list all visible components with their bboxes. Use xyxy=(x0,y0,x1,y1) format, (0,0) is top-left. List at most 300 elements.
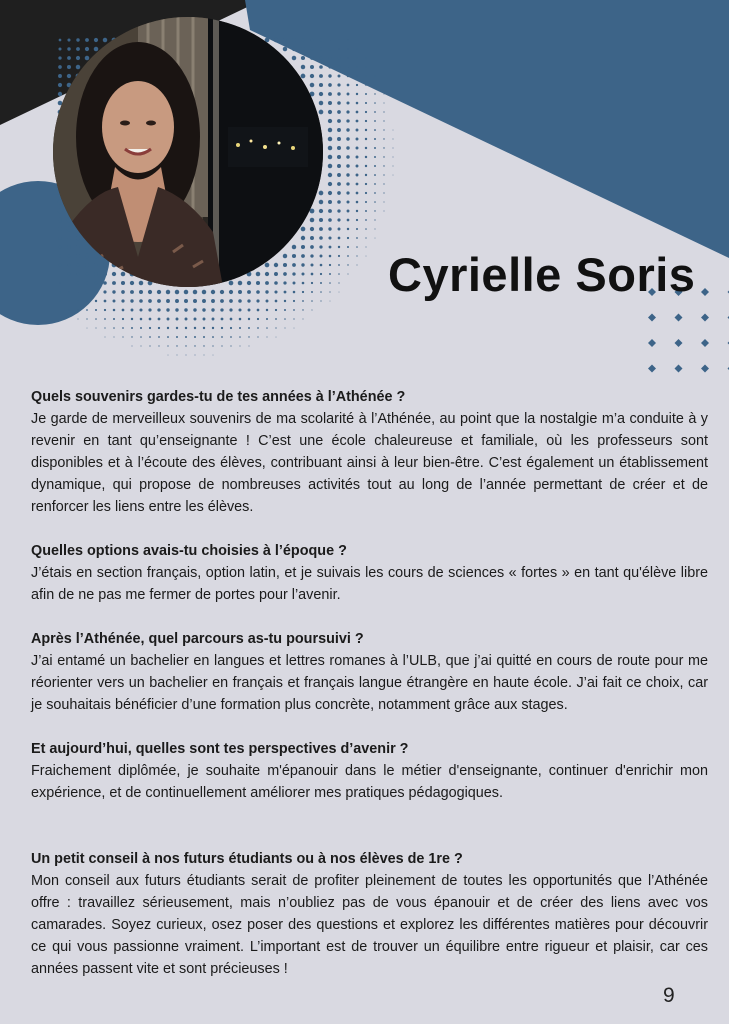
halftone-dot xyxy=(249,346,250,347)
halftone-dot xyxy=(58,65,62,69)
halftone-dot xyxy=(347,237,349,239)
halftone-dot xyxy=(76,47,80,51)
halftone-dot xyxy=(194,327,196,329)
halftone-dot xyxy=(319,227,323,231)
halftone-dot xyxy=(148,290,152,294)
halftone-dot xyxy=(328,128,332,132)
halftone-dot xyxy=(310,56,314,60)
halftone-dot xyxy=(275,327,276,328)
halftone-dot xyxy=(103,263,107,267)
halftone-dot xyxy=(283,263,287,267)
halftone-dot xyxy=(310,227,314,231)
halftone-dot xyxy=(301,47,305,51)
halftone-dot xyxy=(374,228,375,229)
halftone-dot xyxy=(238,299,242,303)
halftone-dot xyxy=(292,263,296,267)
halftone-dot xyxy=(256,281,260,285)
halftone-dot xyxy=(121,299,124,302)
halftone-dot xyxy=(292,56,297,61)
halftone-dot xyxy=(203,318,206,321)
halftone-dot xyxy=(184,290,189,295)
halftone-dot xyxy=(338,39,340,41)
halftone-dot xyxy=(374,147,376,149)
halftone-dot xyxy=(103,38,107,42)
halftone-dot xyxy=(365,183,367,185)
halftone-dot xyxy=(103,272,107,276)
halftone-dot xyxy=(347,228,349,230)
halftone-dot xyxy=(283,281,286,284)
halftone-dot xyxy=(157,299,161,303)
halftone-dot xyxy=(347,84,350,87)
halftone-dot xyxy=(337,191,341,195)
halftone-dot xyxy=(346,119,349,122)
halftone-dot xyxy=(122,336,123,337)
halftone-dot xyxy=(328,65,331,68)
halftone-dot xyxy=(175,299,179,303)
halftone-dot xyxy=(302,309,303,310)
halftone-dot xyxy=(77,309,78,310)
halftone-dot xyxy=(76,254,80,258)
halftone-dot xyxy=(148,308,151,311)
halftone-dot xyxy=(220,299,224,303)
halftone-dot xyxy=(293,318,294,319)
halftone-dot xyxy=(274,272,278,276)
halftone-dot xyxy=(347,210,350,213)
halftone-dot xyxy=(301,263,304,266)
halftone-dot xyxy=(365,147,367,149)
halftone-dot xyxy=(194,318,197,321)
halftone-dot xyxy=(113,318,115,320)
halftone-dot xyxy=(330,301,331,302)
halftone-dot xyxy=(166,308,169,311)
halftone-dot xyxy=(176,318,179,321)
halftone-dot xyxy=(365,129,367,131)
halftone-dot xyxy=(374,75,375,76)
halftone-dot xyxy=(329,39,331,41)
halftone-dot xyxy=(301,227,306,232)
halftone-dot xyxy=(319,56,322,59)
halftone-dot xyxy=(293,282,296,285)
halftone-dot xyxy=(256,290,260,294)
halftone-dot xyxy=(375,67,376,68)
profile-photo xyxy=(53,17,323,287)
halftone-dot xyxy=(356,111,359,114)
halftone-dot xyxy=(248,309,251,312)
halftone-dot xyxy=(247,290,251,294)
halftone-dot xyxy=(311,309,312,310)
halftone-dot xyxy=(383,138,384,139)
halftone-dot xyxy=(356,84,358,86)
halftone-dot xyxy=(319,110,324,115)
halftone-dot xyxy=(122,327,124,329)
halftone-dot xyxy=(247,299,250,302)
halftone-dot xyxy=(356,165,359,168)
halftone-dot xyxy=(338,57,340,59)
halftone-dot xyxy=(346,164,349,167)
halftone-dot xyxy=(301,236,305,240)
halftone-dot xyxy=(302,300,304,302)
halftone-dot xyxy=(328,209,332,213)
halftone-dot xyxy=(176,345,177,346)
halftone-dot xyxy=(76,56,80,60)
halftone-dot xyxy=(328,227,331,230)
halftone-dot xyxy=(310,254,313,257)
halftone-dot xyxy=(374,120,376,122)
halftone-dot xyxy=(95,291,98,294)
halftone-dot xyxy=(248,318,250,320)
halftone-dot xyxy=(257,327,259,329)
halftone-dot xyxy=(328,155,333,160)
halftone-dot xyxy=(356,93,358,95)
halftone-dot xyxy=(310,65,314,69)
halftone-dot xyxy=(356,39,357,40)
halftone-dot xyxy=(293,291,296,294)
halftone-dot xyxy=(257,318,259,320)
halftone-dot xyxy=(329,246,332,249)
halftone-dot xyxy=(266,300,269,303)
halftone-dot xyxy=(185,318,188,321)
question-1: Quels souvenirs gardes-tu de tes années à l’Athénée ? xyxy=(31,389,406,405)
halftone-dot xyxy=(195,355,196,356)
halftone-dot xyxy=(158,327,160,329)
halftone-dot xyxy=(393,130,394,131)
halftone-dot xyxy=(329,273,331,275)
halftone-dot xyxy=(284,327,285,328)
halftone-dot xyxy=(356,66,358,68)
halftone-dot xyxy=(274,290,277,293)
halftone-dot xyxy=(275,318,277,320)
halftone-dot xyxy=(276,337,277,338)
halftone-dot xyxy=(274,38,278,42)
halftone-dot xyxy=(356,147,359,150)
halftone-dot xyxy=(347,57,349,59)
halftone-dot xyxy=(319,65,323,69)
halftone-dot xyxy=(167,318,170,321)
halftone-dot xyxy=(356,183,359,186)
halftone-dot xyxy=(221,327,223,329)
halftone-dot xyxy=(85,254,89,258)
halftone-dot xyxy=(121,281,125,285)
halftone-dot xyxy=(303,319,304,320)
halftone-dot xyxy=(374,138,376,140)
halftone-dot xyxy=(220,290,224,294)
halftone-dot xyxy=(230,345,231,346)
halftone-dot xyxy=(166,290,170,294)
halftone-dot xyxy=(68,300,70,302)
halftone-dot xyxy=(310,245,314,249)
person-name-title: Cyrielle Soris xyxy=(388,248,696,302)
halftone-dot xyxy=(328,137,332,141)
question-3: Après l’Athénée, quel parcours as-tu poursuivi ? xyxy=(31,631,364,647)
diamond-dot xyxy=(701,365,709,373)
halftone-dot xyxy=(284,291,287,294)
halftone-dot xyxy=(94,38,98,42)
halftone-dot xyxy=(148,299,152,303)
halftone-dot xyxy=(292,38,296,42)
halftone-dot xyxy=(338,48,340,50)
halftone-dot xyxy=(328,74,331,77)
halftone-dot xyxy=(139,308,142,311)
halftone-dot xyxy=(365,210,367,212)
halftone-dot xyxy=(230,336,232,338)
halftone-dot xyxy=(393,157,394,158)
halftone-dot xyxy=(337,101,341,105)
halftone-dot xyxy=(139,281,144,286)
halftone-dot xyxy=(365,165,367,167)
halftone-dot xyxy=(337,218,340,221)
halftone-dot xyxy=(274,263,278,267)
halftone-dot xyxy=(374,201,376,203)
halftone-dot xyxy=(365,228,367,230)
halftone-dot xyxy=(58,209,62,213)
halftone-dot xyxy=(220,308,223,311)
halftone-dot xyxy=(365,57,366,58)
halftone-dot xyxy=(58,83,62,87)
halftone-dot xyxy=(58,227,62,231)
halftone-dot xyxy=(356,129,359,132)
halftone-dot xyxy=(167,327,169,329)
halftone-dot xyxy=(383,120,384,121)
halftone-dot xyxy=(94,254,99,259)
halftone-dot xyxy=(301,38,304,41)
halftone-dot xyxy=(67,56,71,60)
halftone-dot xyxy=(59,273,61,275)
halftone-dot xyxy=(104,327,105,328)
halftone-dot xyxy=(346,155,349,158)
diamond-dot xyxy=(701,339,709,347)
halftone-dot xyxy=(193,290,198,295)
halftone-dot xyxy=(67,245,71,249)
halftone-dot xyxy=(77,318,78,319)
halftone-dot xyxy=(329,48,332,51)
halftone-dot xyxy=(337,209,340,212)
halftone-dot xyxy=(356,255,357,256)
halftone-dot xyxy=(366,256,367,257)
halftone-dot xyxy=(140,318,143,321)
halftone-dot xyxy=(320,264,323,267)
halftone-dot xyxy=(105,337,106,338)
halftone-dot xyxy=(202,308,205,311)
halftone-dot xyxy=(337,164,341,168)
halftone-dot xyxy=(292,245,296,249)
halftone-dot xyxy=(86,282,89,285)
halftone-dot xyxy=(86,291,89,294)
halftone-dot xyxy=(328,92,332,96)
halftone-dot xyxy=(239,345,240,346)
halftone-dot xyxy=(58,218,62,222)
halftone-dot xyxy=(229,281,234,286)
halftone-dot xyxy=(347,66,349,68)
halftone-dot xyxy=(229,299,233,303)
halftone-dot xyxy=(203,336,205,338)
halftone-dot xyxy=(356,75,358,77)
halftone-dot xyxy=(319,218,323,222)
halftone-dot xyxy=(383,183,384,184)
halftone-dot xyxy=(167,345,168,346)
halftone-dot xyxy=(320,255,323,258)
halftone-dot xyxy=(356,192,359,195)
halftone-dot xyxy=(393,139,394,140)
halftone-dot xyxy=(365,75,367,77)
halftone-dot xyxy=(77,300,79,302)
halftone-dot xyxy=(149,327,151,329)
halftone-dot xyxy=(383,111,384,112)
halftone-dot xyxy=(212,345,213,346)
halftone-dot xyxy=(320,282,322,284)
qa-block-1 xyxy=(31,386,708,518)
halftone-dot xyxy=(374,93,375,94)
halftone-dot xyxy=(347,48,349,50)
halftone-dot xyxy=(275,309,277,311)
halftone-dot xyxy=(310,83,315,88)
halftone-dot xyxy=(301,254,305,258)
halftone-dot xyxy=(357,265,358,266)
halftone-dot xyxy=(184,299,188,303)
halftone-dot xyxy=(265,290,268,293)
halftone-dot xyxy=(320,48,323,51)
halftone-dot xyxy=(77,291,79,293)
halftone-dot xyxy=(112,281,116,285)
halftone-dot xyxy=(284,309,286,311)
halftone-dot xyxy=(67,38,70,41)
halftone-dot xyxy=(76,38,79,41)
halftone-dot xyxy=(177,355,178,356)
halftone-dot xyxy=(85,245,90,250)
halftone-dot xyxy=(140,327,142,329)
answer-5: Mon conseil aux futurs étudiants serait de profiter pleinement de toutes les opportunités que l’Athénée offre : travaillez sérieusement, mais n’oubliez pas de vous épanouir et de créer des liens avec vos camarades. Soyez curieux, osez poser des questions et explorez les différentes matières pour découvrir ce qui vous passionne vraiment. L’important est de trouver un équilibre entre rigueur et plaisir, car ces années passent vite et sont précieuses ! xyxy=(31,873,708,977)
halftone-dot xyxy=(393,148,394,149)
halftone-dot xyxy=(68,291,70,293)
halftone-dot xyxy=(294,328,295,329)
halftone-dot xyxy=(103,281,107,285)
halftone-dot xyxy=(383,174,384,175)
halftone-dot xyxy=(76,245,80,249)
halftone-dot xyxy=(311,291,313,293)
halftone-dot xyxy=(85,272,88,275)
halftone-dot xyxy=(319,74,323,78)
halftone-dot xyxy=(365,246,366,247)
halftone-dot xyxy=(374,183,376,185)
halftone-dot xyxy=(310,209,315,214)
answer-1: Je garde de merveilleux souvenirs de ma scolarité à l’Athénée, au point que la nostalgie m’a conduite à y revenir en tant qu’enseignante ! C’est une école chaleureuse et familiale, où les professeurs sont disponibles et à l’écoute des élèves, contribuant ainsi à leur bien-être. C’est également un établissement dynamique, qui propose de nombreuses activités tout au long de l’année permettant de créer et de renforcer les liens entre les élèves. xyxy=(31,411,708,515)
halftone-dot xyxy=(59,264,62,267)
halftone-dot xyxy=(157,308,160,311)
halftone-dot xyxy=(213,355,214,356)
halftone-dot xyxy=(320,300,321,301)
halftone-dot xyxy=(149,336,151,338)
halftone-dot xyxy=(85,38,89,42)
halftone-dot xyxy=(310,236,314,240)
halftone-dot xyxy=(356,201,359,204)
halftone-dot xyxy=(113,327,115,329)
halftone-dot xyxy=(211,299,215,303)
halftone-dot xyxy=(229,290,233,294)
halftone-dot xyxy=(365,138,367,140)
halftone-dot xyxy=(347,246,349,248)
halftone-dot xyxy=(383,165,384,166)
halftone-dot xyxy=(302,291,304,293)
question-4: Et aujourd’hui, quelles sont tes perspectives d’avenir ? xyxy=(31,741,409,757)
halftone-dot xyxy=(68,309,69,310)
halftone-dot xyxy=(274,281,278,285)
halftone-dot xyxy=(365,93,367,95)
halftone-dot xyxy=(139,299,143,303)
halftone-dot xyxy=(337,200,341,204)
halftone-dot xyxy=(365,84,367,86)
halftone-dot xyxy=(256,299,259,302)
halftone-dot xyxy=(158,345,159,346)
halftone-dot xyxy=(365,111,367,113)
portrait-photo-icon xyxy=(53,17,323,287)
halftone-dot xyxy=(104,300,107,303)
halftone-dot xyxy=(393,166,394,167)
halftone-dot xyxy=(338,246,340,248)
halftone-dot xyxy=(365,66,366,67)
halftone-dot xyxy=(230,327,232,329)
halftone-dot xyxy=(58,47,61,50)
halftone-dot xyxy=(337,83,340,86)
halftone-dot xyxy=(265,263,270,268)
halftone-dot xyxy=(356,228,358,230)
halftone-dot xyxy=(338,273,340,275)
halftone-dot xyxy=(365,201,367,203)
halftone-dot xyxy=(320,39,323,42)
halftone-dot xyxy=(356,210,358,212)
halftone-dot xyxy=(329,255,332,258)
halftone-dot xyxy=(203,327,205,329)
halftone-dot xyxy=(346,128,349,131)
halftone-dot xyxy=(374,156,376,158)
halftone-dot xyxy=(94,272,98,276)
halftone-dot xyxy=(347,273,348,274)
halftone-dot xyxy=(59,291,61,293)
halftone-dot xyxy=(76,65,80,69)
halftone-dot xyxy=(238,281,243,286)
halftone-dot xyxy=(266,309,268,311)
halftone-dot xyxy=(347,93,350,96)
halftone-dot xyxy=(365,192,367,194)
halftone-dot xyxy=(176,327,178,329)
halftone-dot xyxy=(374,129,376,131)
halftone-dot xyxy=(58,74,62,78)
halftone-dot xyxy=(337,155,341,159)
halftone-dot xyxy=(131,336,132,337)
halftone-dot xyxy=(328,164,332,168)
halftone-dot xyxy=(67,236,71,240)
halftone-dot xyxy=(347,39,348,40)
halftone-dot xyxy=(122,309,125,312)
halftone-dot xyxy=(247,281,251,285)
halftone-dot xyxy=(132,346,133,347)
halftone-dot xyxy=(131,309,134,312)
halftone-dot xyxy=(356,48,357,49)
halftone-dot xyxy=(185,336,187,338)
halftone-dot xyxy=(67,47,70,50)
halftone-dot xyxy=(383,129,384,130)
halftone-dot xyxy=(319,236,323,240)
halftone-dot xyxy=(131,318,133,320)
halftone-dot xyxy=(311,282,313,284)
halftone-dot xyxy=(59,39,62,42)
halftone-dot xyxy=(185,327,187,329)
halftone-dot xyxy=(130,290,134,294)
halftone-dot xyxy=(365,120,367,122)
halftone-dot xyxy=(346,182,349,185)
halftone-dot xyxy=(346,191,349,194)
halftone-dot xyxy=(193,308,196,311)
halftone-dot xyxy=(374,219,375,220)
halftone-dot xyxy=(311,273,314,276)
